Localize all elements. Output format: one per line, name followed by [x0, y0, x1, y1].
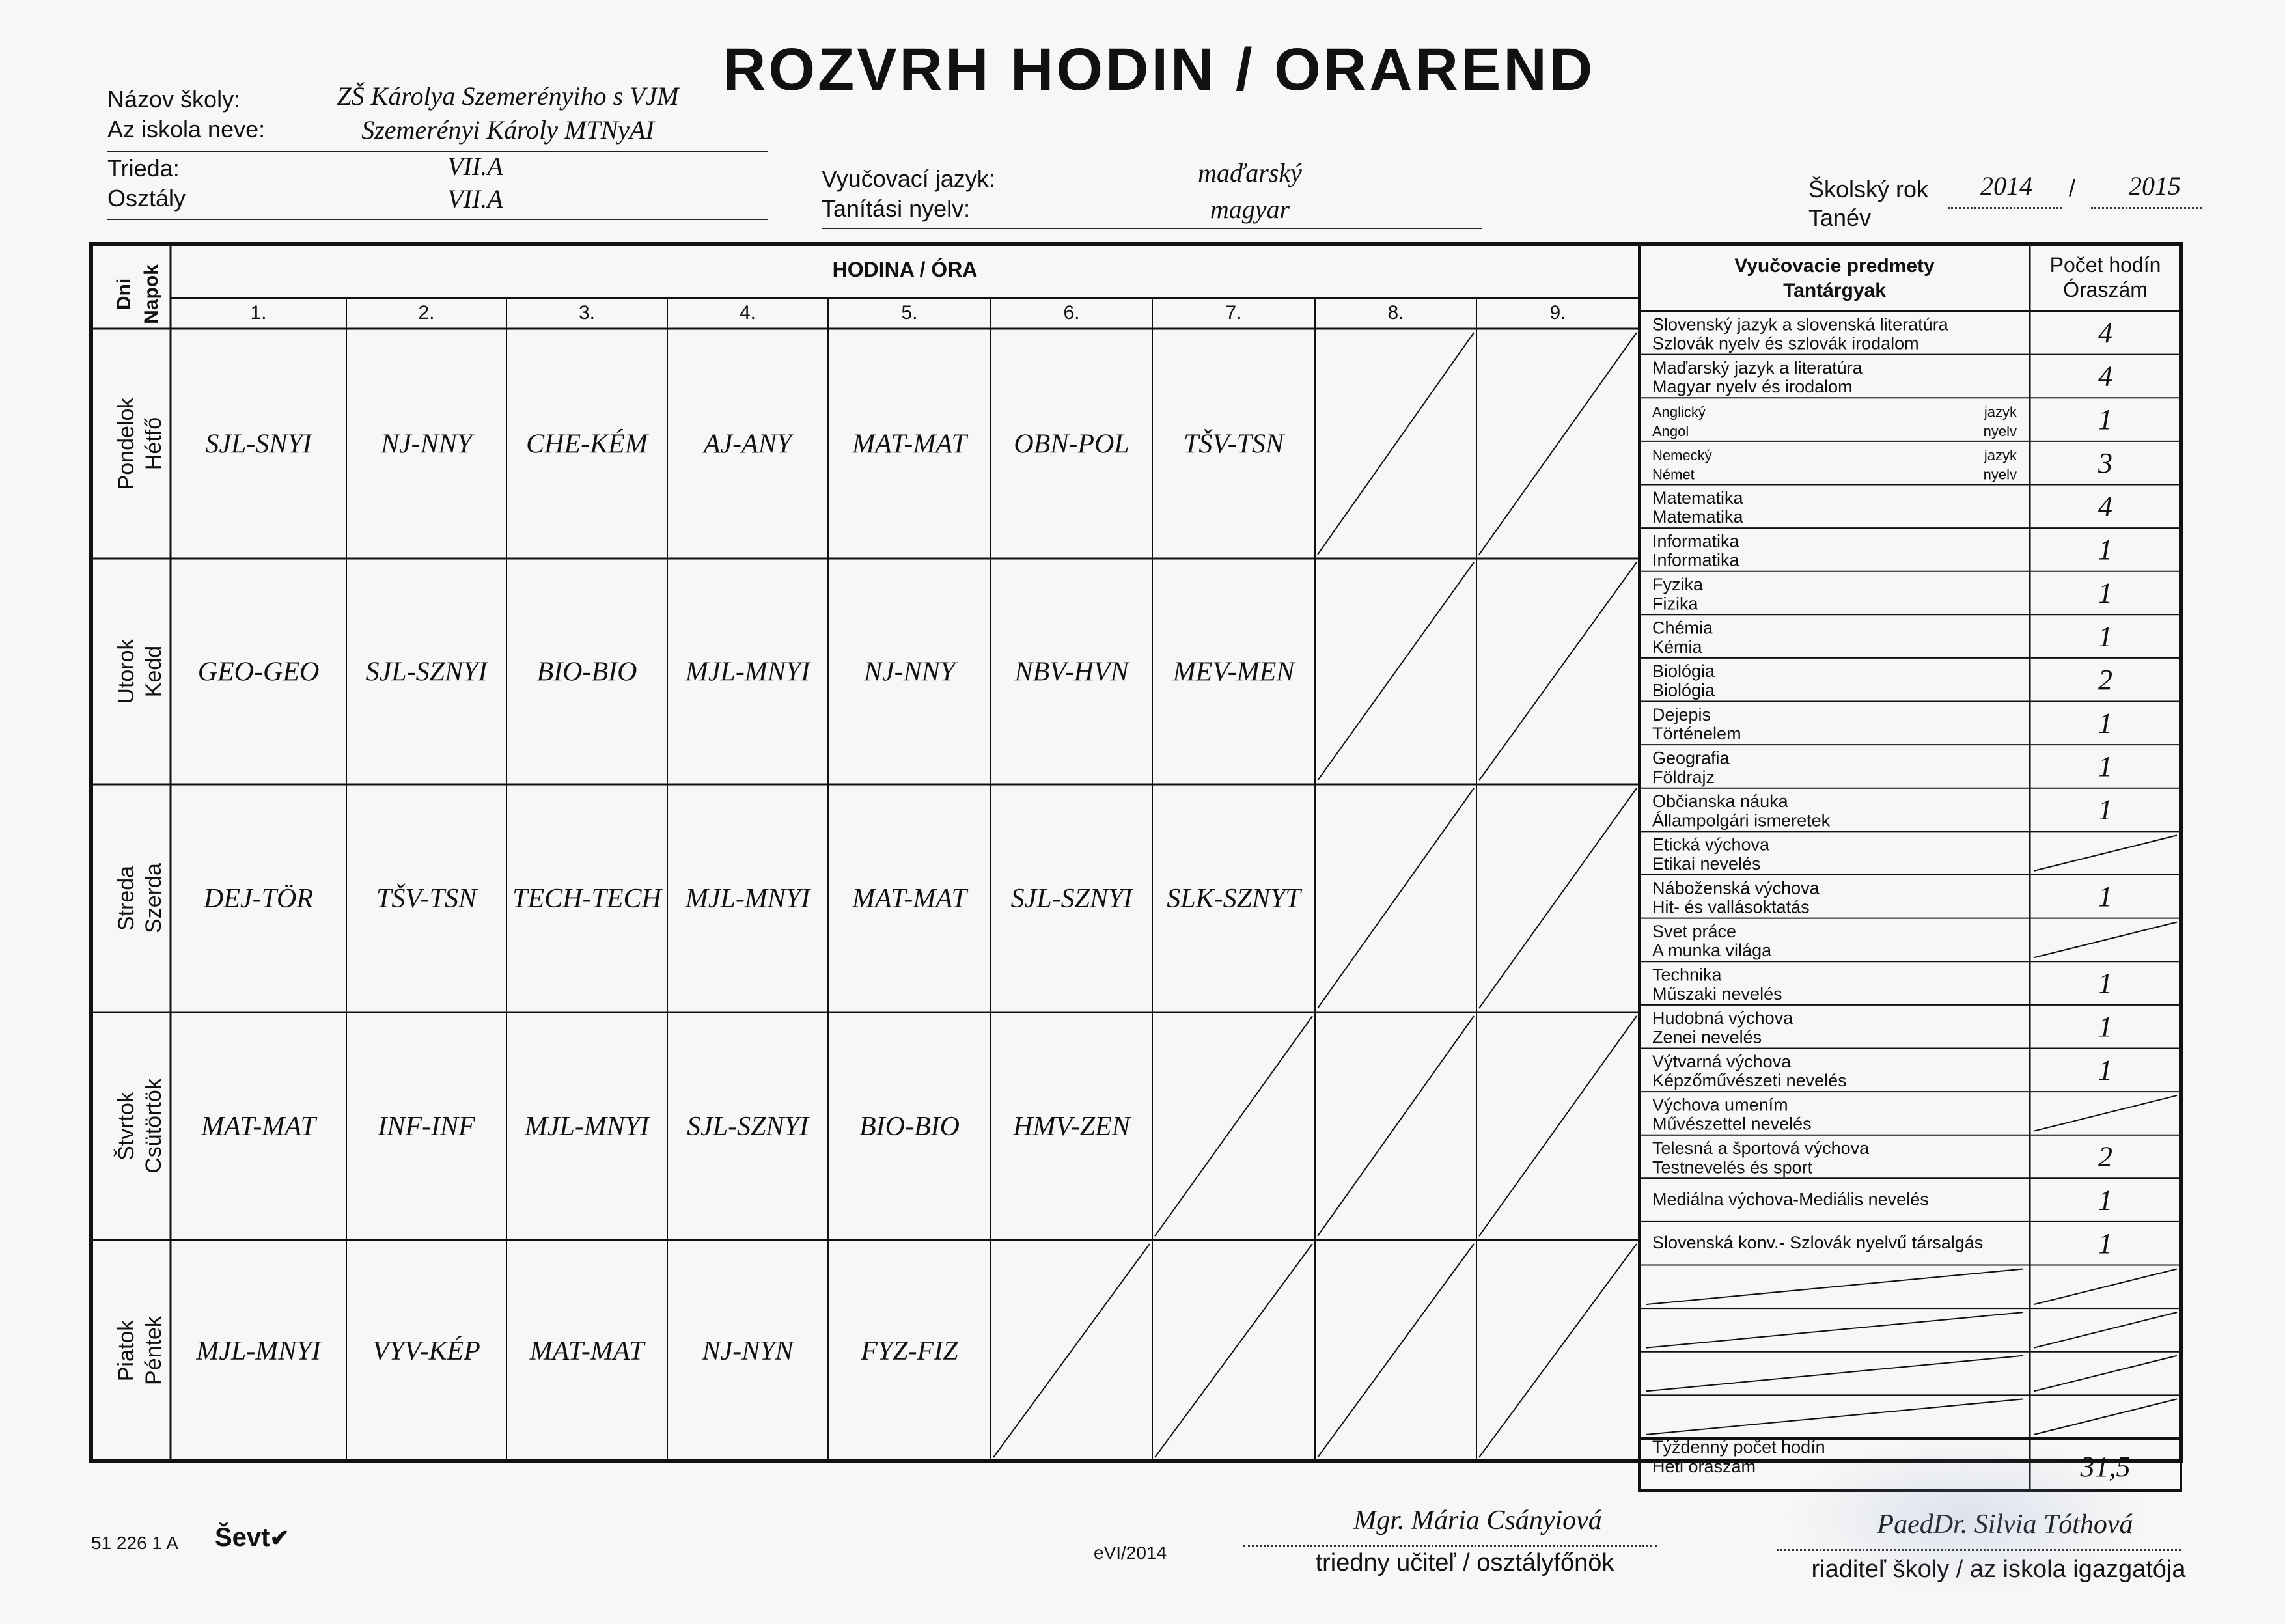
subject-count: 1: [2098, 793, 2112, 826]
subject-count: 1: [2098, 967, 2112, 1000]
year-label-sk: Školský rok: [1808, 176, 1929, 202]
empty-slot-slash: [1479, 1016, 1637, 1236]
empty-subject-slash: [1646, 1399, 2023, 1435]
count-header-sk: Počet hodín: [2049, 253, 2161, 277]
lesson-cell: SLK-SZNYT: [1167, 884, 1301, 914]
period-number: 9.: [1549, 302, 1566, 323]
lesson-cell: NJ-NYN: [702, 1336, 794, 1366]
subject-name-sk: Telesná a športová výchova: [1652, 1138, 1870, 1159]
subject-count: 1: [2098, 707, 2112, 739]
school-stamp: [1784, 1438, 2148, 1595]
period-number: 7.: [1225, 302, 1242, 323]
lesson-cell: NJ-NNY: [380, 429, 473, 460]
empty-count-slash: [2034, 835, 2177, 871]
lesson-cell: TŠV-TSN: [1183, 429, 1284, 460]
subject-name-hu: Biológia: [1652, 680, 1715, 700]
subject-name-sk: Výchova umením: [1652, 1095, 1788, 1115]
day-name-sk: Piatok: [114, 1319, 139, 1382]
school-label-hu: Az iskola neve:: [107, 116, 266, 143]
subject-name-sk: Svet práce: [1652, 921, 1737, 941]
subject-count: 1: [2098, 1054, 2112, 1086]
subject-name-sk: Geografia: [1652, 748, 1730, 768]
year-to: 2015: [2129, 171, 2181, 200]
year-from: 2014: [1980, 171, 2032, 200]
class-label-hu: Osztály: [107, 185, 186, 212]
days-header-hu: Napok: [141, 264, 162, 324]
teacher-name: Mgr. Mária Csányiová: [1353, 1506, 1602, 1535]
subject-count: 2: [2098, 1140, 2112, 1173]
lesson-cell: MEV-MEN: [1172, 657, 1295, 687]
day-name-sk: Pondelok: [114, 397, 139, 490]
period-number: 8.: [1387, 302, 1404, 323]
period-number: 6.: [1063, 302, 1080, 323]
subject-count: 1: [2098, 880, 2112, 913]
subject-name-sk: Výtvarná výchova: [1652, 1051, 1792, 1071]
subject-count: 1: [2098, 1184, 2112, 1217]
subject-name-hu: Zenei nevelés: [1652, 1027, 1762, 1047]
lesson-cell: DEJ-TÖR: [204, 884, 313, 914]
class-value-sk: VII.A: [447, 152, 503, 181]
day-name-hu: Kedd: [141, 645, 166, 698]
evi-code: eVI/2014: [1094, 1543, 1167, 1563]
empty-slot-slash: [1479, 788, 1637, 1008]
lesson-cell: SJL-SZNYI: [1010, 884, 1133, 914]
subject-name-sk: Biológia: [1652, 661, 1715, 681]
empty-count-slash: [2034, 1269, 2177, 1305]
weekly-total-label-hu: Heti óraszám: [1652, 1457, 1756, 1476]
year-label-hu: Tanév: [1808, 204, 1872, 231]
period-number: 4.: [739, 302, 756, 323]
brand-logo: [215, 1523, 290, 1552]
subject-name-sk: Dejepis: [1652, 704, 1711, 724]
subject-count: 1: [2098, 404, 2112, 436]
lesson-cell: FYZ-FIZ: [861, 1336, 958, 1366]
subject-name-sk: Matematika: [1652, 488, 1743, 508]
teacher-role: triedny učiteľ / osztályfőnök: [1315, 1549, 1614, 1576]
count-header-hu: Óraszám: [2063, 278, 2148, 301]
subject-name-hu: Angol: [1652, 422, 1689, 439]
subject-name-sk: Občianska náuka: [1652, 791, 1788, 812]
subject-name-hu: Etikai nevelés: [1652, 854, 1761, 874]
lesson-cell: GEO-GEO: [197, 657, 320, 687]
subject-count: 1: [2098, 620, 2112, 653]
brand-name: Ševt: [215, 1523, 270, 1552]
lang-value-hu: magyar: [1210, 195, 1290, 224]
lesson-cell: SJL-SZNYI: [687, 1112, 809, 1142]
subject-name-sk: Hudobná výchova: [1652, 1008, 1793, 1028]
director-name: PaedDr. Silvia Tóthová: [1877, 1509, 2133, 1539]
subject-name-sk: Technika: [1652, 965, 1722, 985]
subject-name-sk: Nemecký: [1652, 447, 1712, 464]
empty-slot-slash: [1318, 333, 1474, 555]
subject-name-sk: Fyzika: [1652, 575, 1704, 595]
form-code: 51 226 1 A: [91, 1533, 178, 1553]
empty-slot-slash: [1479, 562, 1637, 780]
empty-slot-slash: [1318, 788, 1474, 1008]
lesson-cell: OBN-POL: [1014, 429, 1129, 460]
subject-count: 1: [2098, 577, 2112, 609]
empty-slot-slash: [1318, 1016, 1474, 1236]
lesson-cell: NJ-NNY: [863, 657, 956, 687]
lesson-cell: MAT-MAT: [852, 429, 967, 460]
subject-count: 2: [2098, 663, 2112, 696]
school-value-sk: ZŠ Károlya Szemerényiho s VJM: [337, 81, 679, 111]
subject-name-hu: Testnevelés és sport: [1652, 1157, 1813, 1177]
school-value-hu: Szemerényi Károly MTNyAI: [361, 115, 654, 145]
lesson-cell: TŠV-TSN: [376, 884, 477, 914]
empty-count-slash: [2034, 922, 2177, 958]
subject-name-hu: Állampolgári ismeretek: [1652, 810, 1831, 831]
subject-count: 1: [2098, 1010, 2112, 1043]
subject-name-hu: Magyar nyelv és irodalom: [1652, 377, 1853, 397]
subjects-header-sk: Vyučovacie predmety: [1734, 255, 1935, 277]
empty-slot-slash: [1155, 1244, 1312, 1457]
subject-suffix-hu: nyelv: [1983, 466, 2017, 483]
empty-count-slash: [2034, 1312, 2177, 1348]
subject-count: 4: [2098, 316, 2112, 349]
class-value-hu: VII.A: [447, 184, 503, 213]
subject-name-hu: Hit- és vallásoktatás: [1652, 897, 1810, 917]
period-number: 5.: [901, 302, 918, 323]
subjects-header-hu: Tantárgyak: [1783, 280, 1886, 301]
days-header-sk: Dni: [113, 278, 135, 310]
subject-count: 1: [2098, 750, 2112, 783]
timetable-frame: [91, 244, 2181, 1461]
lesson-cell: NBV-HVN: [1014, 657, 1129, 687]
day-name-hu: Szerda: [141, 863, 166, 933]
subject-name-sk: Informatika: [1652, 531, 1739, 551]
empty-slot-slash: [1155, 1016, 1312, 1236]
day-name-hu: Hétfő: [141, 417, 166, 471]
empty-count-slash: [2034, 1399, 2177, 1435]
subject-name-sk: Chémia: [1652, 618, 1713, 638]
subject-name-hu: Földrajz: [1652, 767, 1715, 787]
empty-slot-slash: [993, 1244, 1150, 1457]
lesson-cell: BIO-BIO: [536, 657, 637, 687]
subject-suffix-sk: jazyk: [1984, 447, 2017, 464]
lesson-cell: CHE-KÉM: [526, 429, 648, 460]
empty-slot-slash: [1479, 333, 1637, 555]
subject-suffix-hu: nyelv: [1983, 422, 2017, 439]
day-name-hu: Péntek: [141, 1316, 166, 1385]
period-number: 3.: [578, 302, 596, 323]
empty-subject-slash: [1646, 1356, 2023, 1392]
empty-slot-slash: [1479, 1244, 1637, 1457]
subject-count: 4: [2098, 490, 2112, 523]
subject-name-hu: Informatika: [1652, 550, 1739, 570]
subject-name-hu: Matematika: [1652, 507, 1743, 527]
weekly-total-value: 31,5: [2080, 1451, 2131, 1483]
year-separator: /: [2069, 174, 2076, 201]
brand-mark-icon: ✔: [270, 1524, 290, 1551]
lesson-cell: HMV-ZEN: [1013, 1112, 1130, 1142]
subject-count: 1: [2098, 534, 2112, 566]
period-number: 2.: [418, 302, 435, 323]
subject-name-sk: Etická výchova: [1652, 834, 1770, 855]
lesson-cell: MJL-MNYI: [196, 1336, 321, 1366]
weekly-total-label-sk: Týždenný počet hodín: [1652, 1437, 1825, 1457]
subject-name-hu: Képzőművészeti nevelés: [1652, 1071, 1847, 1091]
subject-name-hu: Művészettel nevelés: [1652, 1114, 1812, 1134]
subject-suffix-sk: jazyk: [1984, 404, 2017, 420]
subject-name-hu: Történelem: [1652, 724, 1741, 744]
empty-subject-slash: [1646, 1312, 2023, 1348]
school-label-sk: Názov školy:: [107, 86, 241, 113]
lesson-cell: AJ-ANY: [703, 429, 792, 460]
empty-count-slash: [2034, 1356, 2177, 1392]
subject-name-sk: Náboženská výchova: [1652, 878, 1820, 898]
subject-name-sk: Anglický: [1652, 404, 1706, 420]
lesson-cell: MJL-MNYI: [685, 657, 810, 687]
lesson-cell: TECH-TECH: [512, 884, 661, 914]
empty-slot-slash: [1318, 562, 1474, 780]
subject-count: 4: [2098, 360, 2112, 392]
day-name-sk: Streda: [114, 865, 139, 931]
lesson-cell: MJL-MNYI: [524, 1112, 650, 1142]
subject-name: Mediálna výchova-Mediális nevelés: [1652, 1189, 1929, 1209]
subject-name-hu: Fizika: [1652, 594, 1698, 614]
lang-label-sk: Vyučovací jazyk:: [822, 165, 995, 192]
subject-name-sk: Slovenský jazyk a slovenská literatúra: [1652, 314, 1948, 335]
subject-count: 3: [2098, 447, 2112, 479]
lesson-cell: SJL-SNYI: [205, 429, 312, 460]
subject-name-hu: Szlovák nyelv és szlovák irodalom: [1652, 333, 1919, 353]
day-name-hu: Csütörtök: [141, 1079, 166, 1174]
lesson-cell: SJL-SZNYI: [365, 657, 488, 687]
lesson-cell: MAT-MAT: [201, 1112, 316, 1142]
class-label-sk: Trieda:: [107, 155, 180, 182]
lang-label-hu: Tanítási nyelv:: [822, 195, 971, 222]
subject-name-hu: Német: [1652, 466, 1695, 483]
subject-name-hu: Kémia: [1652, 637, 1702, 657]
subject-name-sk: Maďarský jazyk a literatúra: [1652, 357, 1863, 378]
lang-value-sk: maďarský: [1198, 158, 1302, 187]
day-name-sk: Utorok: [114, 639, 139, 704]
lesson-cell: BIO-BIO: [859, 1112, 960, 1142]
lesson-cell: MAT-MAT: [852, 884, 967, 914]
lesson-cell: INF-INF: [378, 1112, 475, 1142]
empty-count-slash: [2034, 1095, 2177, 1131]
day-name-sk: Štvrtok: [114, 1092, 139, 1161]
page-title: ROZVRH HODIN / ORAREND: [723, 36, 1596, 103]
period-number: 1.: [250, 302, 267, 323]
director-role: riaditeľ školy / az iskola igazgatója: [1811, 1556, 2186, 1583]
lesson-cell: MJL-MNYI: [685, 884, 810, 914]
subject-name: Slovenská konv.- Szlovák nyelvű társalgás: [1652, 1233, 1984, 1253]
subject-count: 1: [2098, 1227, 2112, 1259]
subject-name-hu: Műszaki nevelés: [1652, 984, 1782, 1004]
lesson-cell: MAT-MAT: [529, 1336, 644, 1366]
hours-header: HODINA / ÓRA: [832, 258, 978, 281]
lesson-cell: VYV-KÉP: [372, 1336, 480, 1366]
empty-subject-slash: [1646, 1269, 2023, 1305]
empty-slot-slash: [1318, 1244, 1474, 1457]
subject-name-hu: A munka világa: [1652, 941, 1772, 961]
